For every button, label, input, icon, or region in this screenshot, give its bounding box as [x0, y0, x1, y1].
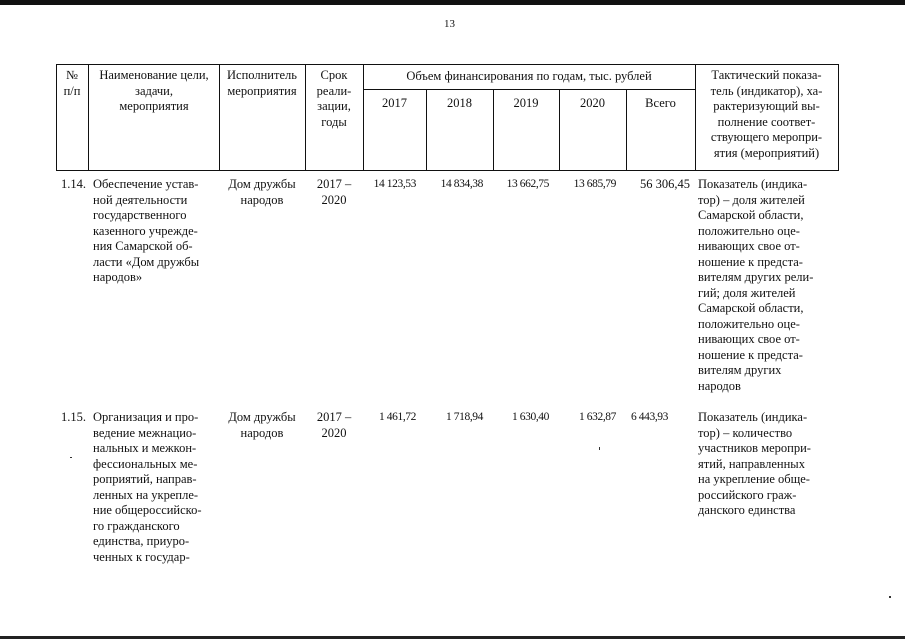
row-value-2019: 1 630,40 — [511, 411, 549, 423]
header-num: № п/п — [63, 68, 81, 98]
row-name: Организация и про- ведение межнацио- нальных и межкон- фессиональных ме- роприятий, направ- ленных на укрепле- ние общероссийско- го гражданского единства, приуро- ченных к государ- — [93, 410, 202, 564]
row-term: 2017 – 2020 — [316, 177, 352, 207]
scan-speck — [70, 457, 72, 458]
header-funding: Объем финансирования по годам, тыс. рублей — [406, 69, 652, 83]
row-value-2018: 14 834,38 — [440, 178, 483, 190]
row-executor: Дом дружбы народов — [228, 410, 296, 440]
header-total: Всего — [645, 96, 676, 110]
header-name: Наименование цели, задачи, мероприятия — [99, 68, 209, 113]
header-year-2017: 2017 — [382, 96, 407, 110]
header-year-2019: 2019 — [513, 96, 539, 110]
header-executor: Исполнитель мероприятия — [227, 68, 297, 98]
header-term: Срок реали- зации, годы — [316, 68, 352, 129]
row-name: Обеспечение устав- ной деятельности государственного казенного учрежде- ния Самарской об- ласти «Дом дружбы народов» — [93, 177, 200, 284]
row-value-2018: 1 718,94 — [445, 411, 483, 423]
row-value-2017: 14 123,53 — [373, 178, 416, 190]
row-total: 6 443,93 — [630, 411, 668, 423]
scan-speck — [889, 596, 891, 598]
row-indicator: Показатель (индика- тор) – доля жителей Самарской области, положительно оце- нивающих свое от- ношение к предста- вителям других рели- гий; доля жителей Самарской области, положительно оце- нивающих свое от- ношение к предста- вителям других народов — [698, 177, 814, 393]
header-year-2020: 2020 — [580, 96, 605, 110]
top-border — [0, 0, 905, 5]
row-value-2019: 13 662,75 — [506, 178, 549, 190]
row-num: 1.15. — [61, 410, 86, 424]
header-indicator: Тактический показа- тель (индикатор), ха- рактеризующий вы- полнение соответ- ствующего меропри- ятия (мероприятий) — [710, 68, 823, 160]
row-total: 56 306,45 — [640, 177, 690, 191]
row-indicator: Показатель (индика- тор) – количество участников меропри- ятий, направленных на укрепление обще- российского граж- данского единства — [698, 410, 811, 517]
row-term: 2017 – 2020 — [316, 410, 352, 440]
scan-speck — [599, 447, 600, 450]
row-executor: Дом дружбы народов — [228, 177, 296, 207]
page-number: 13 — [444, 18, 455, 30]
row-value-2017: 1 461,72 — [378, 411, 416, 423]
bottom-border — [0, 636, 905, 639]
header-year-2018: 2018 — [447, 96, 472, 110]
row-value-2020: 1 632,87 — [578, 411, 616, 423]
row-num: 1.14. — [61, 177, 86, 191]
row-value-2020: 13 685,79 — [573, 178, 616, 190]
